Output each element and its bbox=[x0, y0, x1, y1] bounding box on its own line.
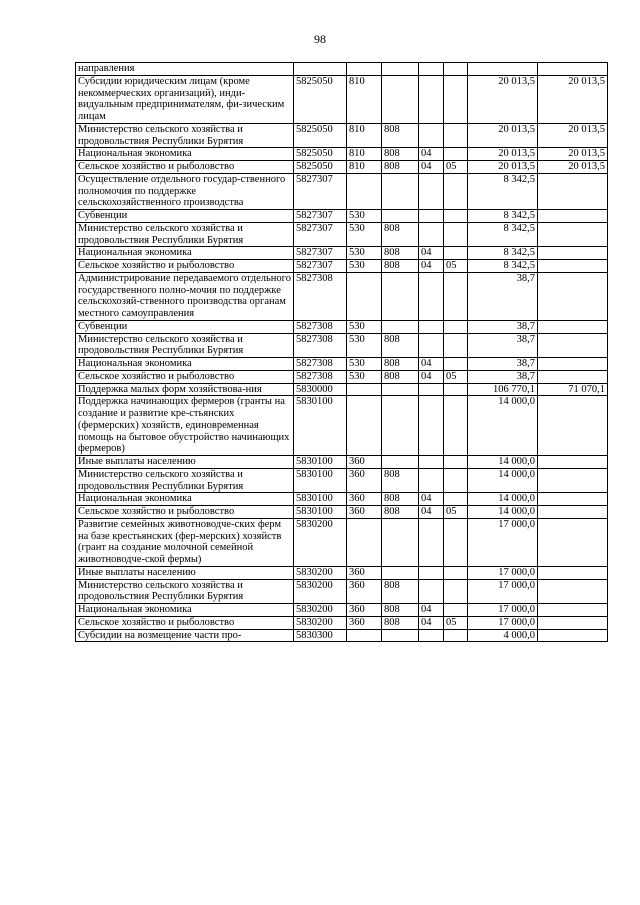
table-row bbox=[76, 272, 608, 320]
table-row bbox=[76, 506, 608, 519]
ministry-code-cell: 808 bbox=[382, 161, 419, 174]
table-row bbox=[76, 320, 608, 333]
subsection-cell bbox=[444, 579, 468, 604]
row-name-cell: Национальная экономика bbox=[76, 247, 294, 260]
target-code-cell: 5830300 bbox=[294, 629, 347, 642]
target-code-cell: 5830100 bbox=[294, 396, 347, 456]
ministry-code-cell: 808 bbox=[382, 123, 419, 148]
amount-secondary-cell bbox=[538, 468, 608, 493]
amount-secondary-cell: 20 013,5 bbox=[538, 75, 608, 123]
amount-cell: 17 000,0 bbox=[468, 604, 538, 617]
section-cell bbox=[419, 63, 444, 76]
row-name-cell: Субвенции bbox=[76, 320, 294, 333]
ministry-code-cell bbox=[382, 396, 419, 456]
amount-cell: 38,7 bbox=[468, 320, 538, 333]
target-code-cell: 5827308 bbox=[294, 370, 347, 383]
table-row bbox=[76, 493, 608, 506]
ministry-code-cell bbox=[382, 629, 419, 642]
amount-secondary-cell bbox=[538, 272, 608, 320]
expense-type-cell: 530 bbox=[347, 370, 382, 383]
table-row bbox=[76, 468, 608, 493]
section-cell bbox=[419, 123, 444, 148]
section-cell: 04 bbox=[419, 161, 444, 174]
amount-cell: 17 000,0 bbox=[468, 579, 538, 604]
target-code-cell: 5827308 bbox=[294, 333, 347, 358]
section-cell bbox=[419, 396, 444, 456]
amount-secondary-cell bbox=[538, 493, 608, 506]
subsection-cell bbox=[444, 148, 468, 161]
expense-type-cell: 360 bbox=[347, 506, 382, 519]
row-name-cell: Министерство сельского хозяйства и продовольствия Республики Бурятия bbox=[76, 579, 294, 604]
subsection-cell: 05 bbox=[444, 506, 468, 519]
ministry-code-cell: 808 bbox=[382, 260, 419, 273]
ministry-code-cell bbox=[382, 173, 419, 209]
row-name-cell: Национальная экономика bbox=[76, 358, 294, 371]
row-name-cell: Национальная экономика bbox=[76, 148, 294, 161]
table-row bbox=[76, 63, 608, 76]
amount-cell: 38,7 bbox=[468, 272, 538, 320]
amount-cell: 17 000,0 bbox=[468, 518, 538, 566]
subsection-cell: 05 bbox=[444, 616, 468, 629]
section-cell bbox=[419, 456, 444, 469]
expense-type-cell bbox=[347, 63, 382, 76]
subsection-cell bbox=[444, 173, 468, 209]
ministry-code-cell bbox=[382, 63, 419, 76]
expense-type-cell: 360 bbox=[347, 468, 382, 493]
ministry-code-cell: 808 bbox=[382, 333, 419, 358]
section-cell bbox=[419, 75, 444, 123]
row-name-cell: Сельское хозяйство и рыболовство bbox=[76, 616, 294, 629]
expense-type-cell bbox=[347, 383, 382, 396]
page-number: 98 bbox=[314, 32, 326, 46]
row-name-cell: Развитие семейных животноводче-ских ферм на базе крестьянских (фер-мерских) хозяйств (грант на создание молочной семейной животноводче-ской фермы) bbox=[76, 518, 294, 566]
subsection-cell bbox=[444, 358, 468, 371]
ministry-code-cell: 808 bbox=[382, 604, 419, 617]
expense-type-cell: 530 bbox=[347, 333, 382, 358]
target-code-cell: 5825050 bbox=[294, 123, 347, 148]
row-name-cell: Министерство сельского хозяйства и продовольствия Республики Бурятия bbox=[76, 468, 294, 493]
table-row bbox=[76, 629, 608, 642]
amount-cell: 17 000,0 bbox=[468, 616, 538, 629]
ministry-code-cell bbox=[382, 456, 419, 469]
amount-cell: 38,7 bbox=[468, 370, 538, 383]
target-code-cell: 5830100 bbox=[294, 456, 347, 469]
row-name-cell: Иные выплаты населению bbox=[76, 456, 294, 469]
row-name-cell: Субвенции bbox=[76, 210, 294, 223]
target-code-cell: 5830100 bbox=[294, 506, 347, 519]
expense-type-cell bbox=[347, 518, 382, 566]
section-cell: 04 bbox=[419, 493, 444, 506]
target-code-cell: 5827308 bbox=[294, 358, 347, 371]
target-code-cell: 5827307 bbox=[294, 222, 347, 247]
budget-table-body bbox=[76, 63, 608, 642]
table-row bbox=[76, 173, 608, 209]
target-code-cell: 5825050 bbox=[294, 161, 347, 174]
target-code-cell: 5830100 bbox=[294, 468, 347, 493]
subsection-cell bbox=[444, 222, 468, 247]
expense-type-cell: 530 bbox=[347, 222, 382, 247]
target-code-cell: 5825050 bbox=[294, 75, 347, 123]
amount-secondary-cell bbox=[538, 456, 608, 469]
amount-cell: 8 342,5 bbox=[468, 222, 538, 247]
table-row bbox=[76, 210, 608, 223]
amount-secondary-cell bbox=[538, 173, 608, 209]
row-name-cell: Национальная экономика bbox=[76, 604, 294, 617]
row-name-cell: Сельское хозяйство и рыболовство bbox=[76, 370, 294, 383]
amount-secondary-cell bbox=[538, 210, 608, 223]
table-row bbox=[76, 161, 608, 174]
table-row bbox=[76, 260, 608, 273]
ministry-code-cell bbox=[382, 210, 419, 223]
table-row bbox=[76, 370, 608, 383]
amount-cell: 4 000,0 bbox=[468, 629, 538, 642]
amount-cell: 17 000,0 bbox=[468, 566, 538, 579]
ministry-code-cell bbox=[382, 320, 419, 333]
section-cell bbox=[419, 333, 444, 358]
section-cell bbox=[419, 222, 444, 247]
table-row bbox=[76, 579, 608, 604]
amount-cell: 106 770,1 bbox=[468, 383, 538, 396]
expense-type-cell: 530 bbox=[347, 260, 382, 273]
amount-secondary-cell bbox=[538, 260, 608, 273]
amount-secondary-cell bbox=[538, 566, 608, 579]
subsection-cell bbox=[444, 333, 468, 358]
section-cell bbox=[419, 629, 444, 642]
amount-secondary-cell bbox=[538, 579, 608, 604]
expense-type-cell: 530 bbox=[347, 358, 382, 371]
table-row bbox=[76, 358, 608, 371]
table-row bbox=[76, 222, 608, 247]
ministry-code-cell bbox=[382, 566, 419, 579]
subsection-cell bbox=[444, 210, 468, 223]
amount-cell bbox=[468, 63, 538, 76]
subsection-cell: 05 bbox=[444, 260, 468, 273]
table-row bbox=[76, 604, 608, 617]
amount-secondary-cell: 20 013,5 bbox=[538, 161, 608, 174]
expense-type-cell: 360 bbox=[347, 616, 382, 629]
amount-secondary-cell bbox=[538, 358, 608, 371]
amount-secondary-cell bbox=[538, 604, 608, 617]
table-row bbox=[76, 396, 608, 456]
ministry-code-cell bbox=[382, 518, 419, 566]
expense-type-cell: 810 bbox=[347, 123, 382, 148]
target-code-cell: 5825050 bbox=[294, 148, 347, 161]
row-name-cell: Национальная экономика bbox=[76, 493, 294, 506]
section-cell bbox=[419, 383, 444, 396]
section-cell: 04 bbox=[419, 604, 444, 617]
amount-secondary-cell bbox=[538, 370, 608, 383]
section-cell bbox=[419, 468, 444, 493]
amount-secondary-cell bbox=[538, 320, 608, 333]
budget-table bbox=[75, 62, 608, 642]
row-name-cell: Субсидии на возмещение части про- bbox=[76, 629, 294, 642]
row-name-cell: Сельское хозяйство и рыболовство bbox=[76, 506, 294, 519]
subsection-cell bbox=[444, 75, 468, 123]
subsection-cell bbox=[444, 247, 468, 260]
expense-type-cell bbox=[347, 396, 382, 456]
expense-type-cell: 360 bbox=[347, 604, 382, 617]
amount-secondary-cell bbox=[538, 333, 608, 358]
section-cell bbox=[419, 320, 444, 333]
row-name-cell: Поддержка начинающих фермеров (гранты на создание и развитие кре-стьянских (фермерских) хозяйств, единовременная помощь на бытовое обустройство начинающих фермеров) bbox=[76, 396, 294, 456]
table-row bbox=[76, 456, 608, 469]
amount-cell: 20 013,5 bbox=[468, 123, 538, 148]
expense-type-cell: 810 bbox=[347, 148, 382, 161]
amount-secondary-cell: 20 013,5 bbox=[538, 148, 608, 161]
amount-secondary-cell bbox=[538, 396, 608, 456]
expense-type-cell: 530 bbox=[347, 210, 382, 223]
ministry-code-cell bbox=[382, 75, 419, 123]
ministry-code-cell: 808 bbox=[382, 247, 419, 260]
target-code-cell: 5830200 bbox=[294, 616, 347, 629]
amount-secondary-cell: 71 070,1 bbox=[538, 383, 608, 396]
table-row bbox=[76, 616, 608, 629]
subsection-cell bbox=[444, 456, 468, 469]
amount-secondary-cell bbox=[538, 616, 608, 629]
section-cell bbox=[419, 272, 444, 320]
row-name-cell: Сельское хозяйство и рыболовство bbox=[76, 260, 294, 273]
row-name-cell: Министерство сельского хозяйства и продовольствия Республики Бурятия bbox=[76, 123, 294, 148]
target-code-cell: 5830200 bbox=[294, 604, 347, 617]
target-code-cell: 5827307 bbox=[294, 173, 347, 209]
amount-secondary-cell bbox=[538, 518, 608, 566]
amount-cell: 14 000,0 bbox=[468, 456, 538, 469]
expense-type-cell: 360 bbox=[347, 566, 382, 579]
subsection-cell bbox=[444, 629, 468, 642]
amount-cell: 14 000,0 bbox=[468, 396, 538, 456]
row-name-cell: Сельское хозяйство и рыболовство bbox=[76, 161, 294, 174]
expense-type-cell: 530 bbox=[347, 320, 382, 333]
section-cell bbox=[419, 173, 444, 209]
amount-cell: 14 000,0 bbox=[468, 468, 538, 493]
subsection-cell bbox=[444, 320, 468, 333]
section-cell bbox=[419, 210, 444, 223]
amount-secondary-cell bbox=[538, 63, 608, 76]
amount-secondary-cell bbox=[538, 506, 608, 519]
table-row bbox=[76, 383, 608, 396]
subsection-cell: 05 bbox=[444, 370, 468, 383]
section-cell: 04 bbox=[419, 370, 444, 383]
target-code-cell: 5830000 bbox=[294, 383, 347, 396]
amount-cell: 14 000,0 bbox=[468, 506, 538, 519]
section-cell bbox=[419, 566, 444, 579]
section-cell: 04 bbox=[419, 616, 444, 629]
subsection-cell bbox=[444, 123, 468, 148]
section-cell: 04 bbox=[419, 148, 444, 161]
subsection-cell bbox=[444, 272, 468, 320]
subsection-cell bbox=[444, 566, 468, 579]
expense-type-cell: 810 bbox=[347, 75, 382, 123]
amount-secondary-cell bbox=[538, 247, 608, 260]
target-code-cell: 5830100 bbox=[294, 493, 347, 506]
expense-type-cell: 810 bbox=[347, 161, 382, 174]
amount-cell: 8 342,5 bbox=[468, 210, 538, 223]
ministry-code-cell: 808 bbox=[382, 506, 419, 519]
amount-secondary-cell bbox=[538, 222, 608, 247]
table-row bbox=[76, 333, 608, 358]
table-row bbox=[76, 566, 608, 579]
target-code-cell bbox=[294, 63, 347, 76]
target-code-cell: 5827308 bbox=[294, 272, 347, 320]
ministry-code-cell: 808 bbox=[382, 358, 419, 371]
section-cell: 04 bbox=[419, 358, 444, 371]
amount-secondary-cell: 20 013,5 bbox=[538, 123, 608, 148]
subsection-cell bbox=[444, 383, 468, 396]
target-code-cell: 5827307 bbox=[294, 210, 347, 223]
expense-type-cell: 360 bbox=[347, 456, 382, 469]
ministry-code-cell: 808 bbox=[382, 579, 419, 604]
row-name-cell: Субсидии юридическим лицам (кроме некоммерческих организаций), инди-видуальным предпринимателям, фи-зическим лицам bbox=[76, 75, 294, 123]
amount-cell: 14 000,0 bbox=[468, 493, 538, 506]
ministry-code-cell: 808 bbox=[382, 616, 419, 629]
amount-secondary-cell bbox=[538, 629, 608, 642]
row-name-cell: Осуществление отдельного государ-ственного полномочия по поддержке сельскохозяйственного производства bbox=[76, 173, 294, 209]
amount-cell: 8 342,5 bbox=[468, 173, 538, 209]
section-cell: 04 bbox=[419, 260, 444, 273]
expense-type-cell bbox=[347, 173, 382, 209]
ministry-code-cell: 808 bbox=[382, 222, 419, 247]
expense-type-cell bbox=[347, 629, 382, 642]
row-name-cell: Министерство сельского хозяйства и продовольствия Республики Бурятия bbox=[76, 222, 294, 247]
ministry-code-cell: 808 bbox=[382, 493, 419, 506]
target-code-cell: 5830200 bbox=[294, 518, 347, 566]
amount-cell: 8 342,5 bbox=[468, 247, 538, 260]
expense-type-cell: 360 bbox=[347, 493, 382, 506]
target-code-cell: 5830200 bbox=[294, 579, 347, 604]
target-code-cell: 5827307 bbox=[294, 260, 347, 273]
row-name-cell: направления bbox=[76, 63, 294, 76]
subsection-cell bbox=[444, 493, 468, 506]
target-code-cell: 5830200 bbox=[294, 566, 347, 579]
expense-type-cell: 360 bbox=[347, 579, 382, 604]
section-cell: 04 bbox=[419, 506, 444, 519]
subsection-cell bbox=[444, 468, 468, 493]
target-code-cell: 5827308 bbox=[294, 320, 347, 333]
expense-type-cell: 530 bbox=[347, 247, 382, 260]
expense-type-cell bbox=[347, 272, 382, 320]
subsection-cell bbox=[444, 63, 468, 76]
ministry-code-cell: 808 bbox=[382, 370, 419, 383]
row-name-cell: Администрирование передаваемого отдельного государственного полно-мочия по поддержке сельскохозяй-ственного производства органам местного самоуправления bbox=[76, 272, 294, 320]
row-name-cell: Министерство сельского хозяйства и продовольствия Республики Бурятия bbox=[76, 333, 294, 358]
ministry-code-cell: 808 bbox=[382, 148, 419, 161]
amount-cell: 20 013,5 bbox=[468, 75, 538, 123]
section-cell bbox=[419, 579, 444, 604]
section-cell bbox=[419, 518, 444, 566]
subsection-cell bbox=[444, 604, 468, 617]
subsection-cell: 05 bbox=[444, 161, 468, 174]
table-row bbox=[76, 148, 608, 161]
table-row bbox=[76, 518, 608, 566]
amount-cell: 38,7 bbox=[468, 358, 538, 371]
ministry-code-cell bbox=[382, 272, 419, 320]
amount-cell: 20 013,5 bbox=[468, 161, 538, 174]
table-row bbox=[76, 247, 608, 260]
amount-cell: 38,7 bbox=[468, 333, 538, 358]
table-row bbox=[76, 123, 608, 148]
subsection-cell bbox=[444, 396, 468, 456]
table-row bbox=[76, 75, 608, 123]
row-name-cell: Иные выплаты населению bbox=[76, 566, 294, 579]
section-cell: 04 bbox=[419, 247, 444, 260]
amount-cell: 20 013,5 bbox=[468, 148, 538, 161]
subsection-cell bbox=[444, 518, 468, 566]
target-code-cell: 5827307 bbox=[294, 247, 347, 260]
amount-cell: 8 342,5 bbox=[468, 260, 538, 273]
ministry-code-cell: 808 bbox=[382, 468, 419, 493]
row-name-cell: Поддержка малых форм хозяйствова-ния bbox=[76, 383, 294, 396]
ministry-code-cell bbox=[382, 383, 419, 396]
